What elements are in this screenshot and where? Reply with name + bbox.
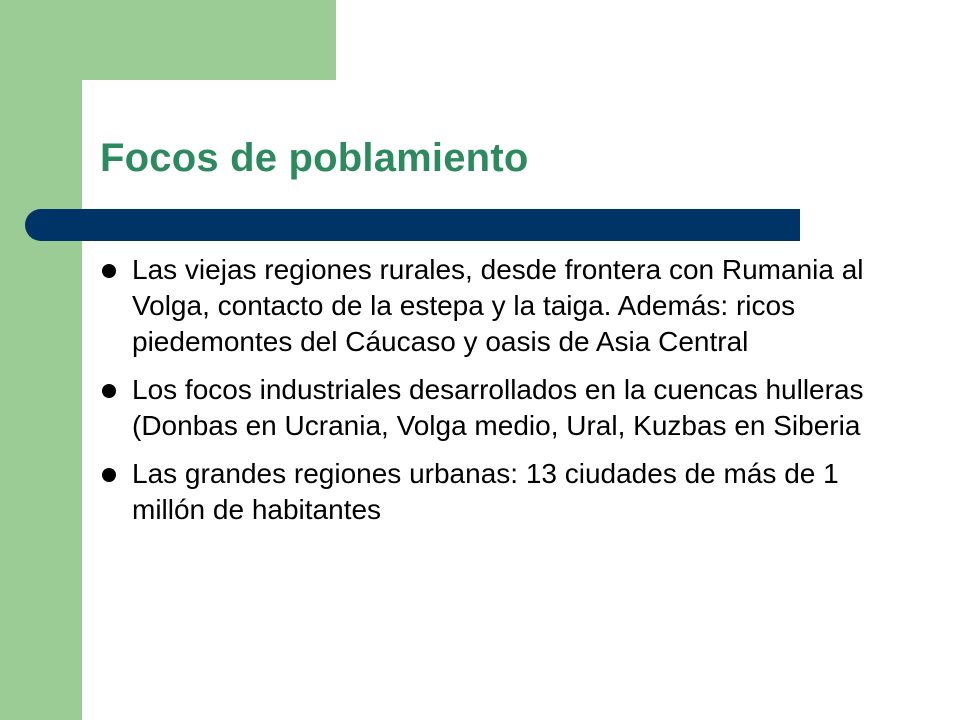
bullet-dot-icon: [102, 264, 116, 278]
bullet-item: [100, 252, 890, 360]
title-underline-bar: [25, 209, 800, 241]
green-top-block: [0, 0, 336, 80]
bullet-text: Los focos industriales desarrollados en la cuencas hulleras (Donbas en Ucrania, Volga medio, Ural, Kuzbas en Siberia: [132, 374, 864, 441]
bullet-dot-icon: [102, 384, 116, 398]
bullet-item: [100, 372, 890, 444]
bullet-text: Las viejas regiones rurales, desde frontera con Rumania al Volga, contacto de la estepa y la taiga. Además: ricos piedemontes del Cáucaso y oasis de Asia Central: [132, 254, 864, 357]
green-side-band: [0, 0, 82, 720]
bullet-text: Las grandes regiones urbanas: 13 ciudades de más de 1 millón de habitantes: [132, 458, 839, 525]
bullet-dot-icon: [102, 468, 116, 482]
slide-title: Focos de poblamiento: [100, 136, 529, 180]
bullet-list: [100, 252, 890, 540]
bullet-item: [100, 456, 890, 528]
